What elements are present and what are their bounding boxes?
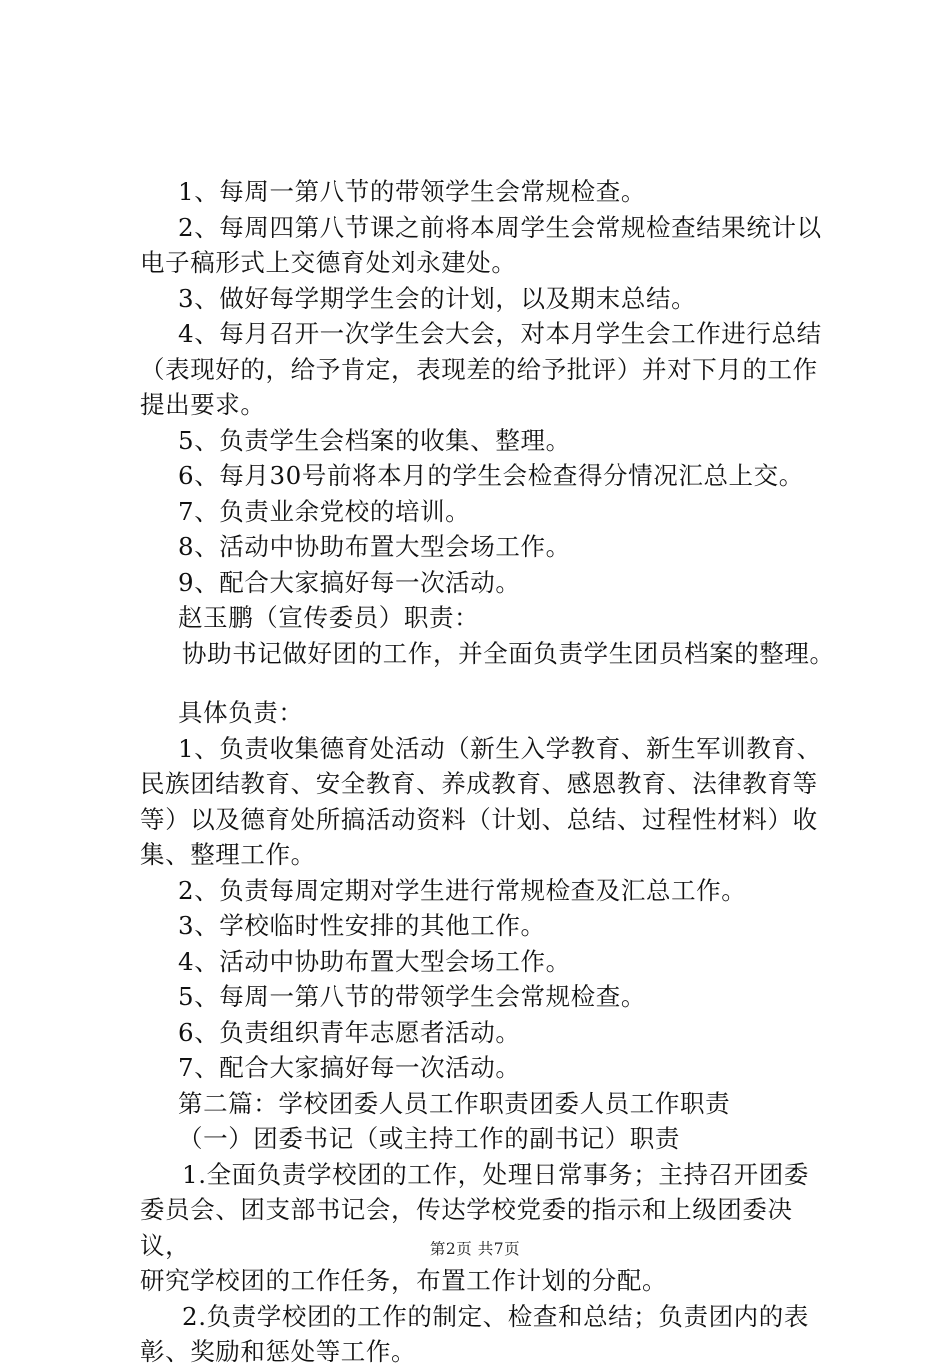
paragraph-line: 电子稿形式上交德育处刘永建处。 [140, 248, 517, 277]
paragraph-line: 1、负责收集德育处活动（新生入学教育、新生军训教育、 [178, 733, 822, 763]
paragraph-line: 3、做好每学期学生会的计划，以及期末总结。 [178, 283, 697, 313]
paragraph-line: 6、每月30号前将本月的学生会检查得分情况汇总上交。 [178, 461, 804, 490]
paragraph-line: 1.全面负责学校团的工作，处理日常事务；主持召开团委 [182, 1159, 809, 1189]
paragraph-line: 委员会、团支部书记会，传达学校党委的指示和上级团委决议， [140, 1195, 793, 1260]
paragraph-line: 1、每周一第八节的带领学生会常规检查。 [178, 177, 646, 206]
paragraph-line: 民族团结教育、安全教育、养成教育、感恩教育、法律教育等 [140, 769, 818, 798]
paragraph-line: 6、负责组织青年志愿者活动。 [178, 1017, 521, 1047]
paragraph-line: 2、负责每周定期对学生进行常规检查及汇总工作。 [178, 875, 747, 905]
paragraph-line: 8、活动中协助布置大型会场工作。 [178, 532, 571, 561]
document-body [140, 174, 840, 1370]
paragraph-line: 2、每周四第八节课之前将本周学生会常规检查结果统计以 [178, 212, 822, 242]
paragraph-line: 7、配合大家搞好每一次活动。 [178, 1053, 521, 1082]
section-heading: 具体负责： [178, 698, 304, 727]
page-footer: 第2页 共7页 [429, 1240, 521, 1258]
paragraph-line: 协助书记做好团的工作，并全面负责学生团员档案的整理。 [182, 638, 835, 668]
paragraph-line: （表现好的，给予肯定，表现差的给予批评）并对下月的工作 [140, 354, 818, 384]
paragraph-line: 9、配合大家搞好每一次活动。 [178, 567, 521, 597]
paragraph-line: 集、整理工作。 [140, 840, 316, 869]
paragraph-line: 4、每月召开一次学生会大会，对本月学生会工作进行总结 [178, 319, 822, 348]
chapter-heading: 第二篇：学校团委人员工作职责团委人员工作职责 [178, 1088, 731, 1118]
section-heading: （一）团委书记（或主持工作的副书记）职责 [178, 1124, 680, 1153]
paragraph-line: 3、学校临时性安排的其他工作。 [178, 911, 546, 940]
paragraph-line: 彰、奖励和惩处等工作。 [140, 1337, 417, 1366]
paragraph-line: 7、负责业余党校的培训。 [178, 496, 471, 526]
paragraph-line: 5、每周一第八节的带领学生会常规检查。 [178, 982, 646, 1011]
paragraph-line: 2.负责学校团的工作的制定、检查和总结；负责团内的表 [182, 1301, 809, 1331]
paragraph-line: 4、活动中协助布置大型会场工作。 [178, 946, 571, 976]
section-heading: 赵玉鹏（宣传委员）职责： [178, 603, 480, 632]
paragraph-gap [140, 671, 840, 695]
paragraph-line: 等）以及德育处所搞活动资料（计划、总结、过程性材料）收 [140, 804, 818, 834]
paragraph-line: 研究学校团的工作任务，布置工作计划的分配。 [140, 1266, 668, 1295]
paragraph-line: 5、负责学生会档案的收集、整理。 [178, 425, 571, 455]
paragraph-line: 提出要求。 [140, 390, 266, 419]
